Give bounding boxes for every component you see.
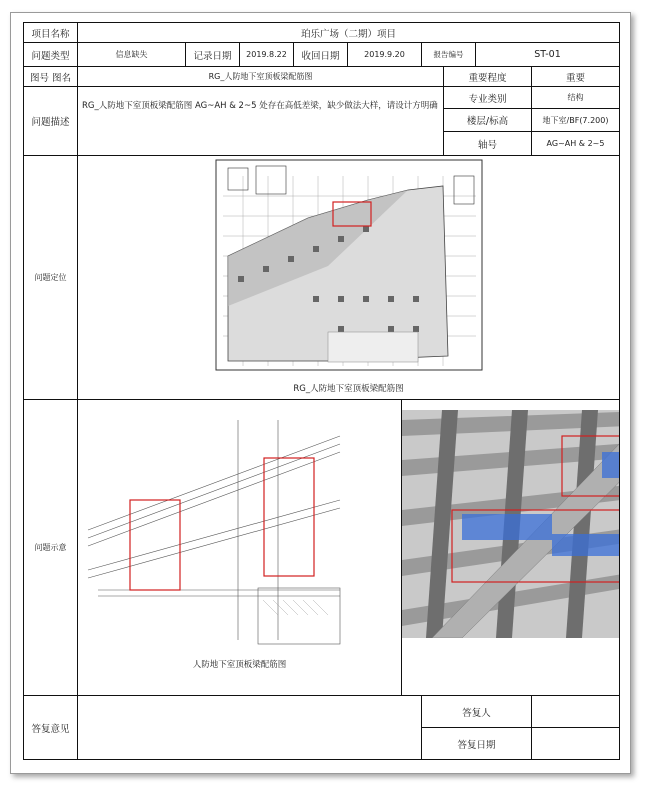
row-locate [24, 156, 620, 400]
row-desc-1 [24, 87, 620, 109]
record-date-label: 记录日期 [186, 43, 240, 67]
show-label: 问题示意 [24, 400, 78, 696]
floor-value: 地下室/BF(7.200) [532, 109, 620, 132]
show-right-cell [402, 400, 620, 696]
beam-detail-drawing [78, 400, 348, 658]
project-name-value: 珀乐广场（二期）项目 [78, 23, 620, 43]
axis-value: AG~AH & 2~5 [532, 132, 620, 156]
bim-model-view [402, 410, 620, 638]
locate-label: 问题定位 [24, 156, 78, 400]
locate-caption: RG_人防地下室顶板梁配筋图 [293, 384, 404, 394]
discipline-value: 结构 [532, 87, 620, 109]
blue-beam-1 [462, 514, 552, 540]
replier-value[interactable] [532, 696, 620, 728]
replier-label: 答复人 [422, 696, 532, 728]
reply-date-label: 答复日期 [422, 728, 532, 760]
reply-value[interactable] [78, 696, 422, 760]
received-date-value: 2019.9.20 [348, 43, 422, 67]
importance-label: 重要程度 [444, 67, 532, 87]
floor-plan-drawing [78, 156, 606, 382]
project-name-label: 项目名称 [24, 23, 78, 43]
row-project [24, 23, 620, 43]
blue-beam-3 [602, 452, 620, 478]
desc-label: 问题描述 [24, 87, 78, 156]
markup-box-left [130, 500, 180, 590]
floor-label: 楼层/标高 [444, 109, 532, 132]
desc-value: RG_人防地下室顶板梁配筋图 AG~AH & 2~5 处存在高低差梁，缺少做法大样，请设计方明确 [78, 87, 444, 156]
issue-type-label: 问题类型 [24, 43, 78, 67]
show-left-cell [78, 400, 402, 696]
drawing-label: 图号 图名 [24, 67, 78, 87]
report-no-label: 报告编号 [422, 43, 476, 67]
reply-label: 答复意见 [24, 696, 78, 760]
axis-label: 轴号 [444, 132, 532, 156]
drawing-value: RG_人防地下室顶板梁配筋图 [78, 67, 444, 87]
issue-report-table [23, 22, 620, 760]
issue-type-value: 信息缺失 [78, 43, 186, 67]
report-no-value: ST-01 [476, 43, 620, 67]
blue-beam-2 [552, 534, 620, 556]
importance-value: 重要 [532, 67, 620, 87]
show-left-caption: 人防地下室顶板梁配筋图 [192, 660, 287, 670]
row-reply-1 [24, 696, 620, 728]
record-date-value: 2019.8.22 [240, 43, 294, 67]
row-drawing [24, 67, 620, 87]
row-show [24, 400, 620, 696]
locate-cell [78, 156, 620, 400]
discipline-label: 专业类别 [444, 87, 532, 109]
reply-date-value[interactable] [532, 728, 620, 760]
received-date-label: 收回日期 [294, 43, 348, 67]
row-type [24, 43, 620, 67]
